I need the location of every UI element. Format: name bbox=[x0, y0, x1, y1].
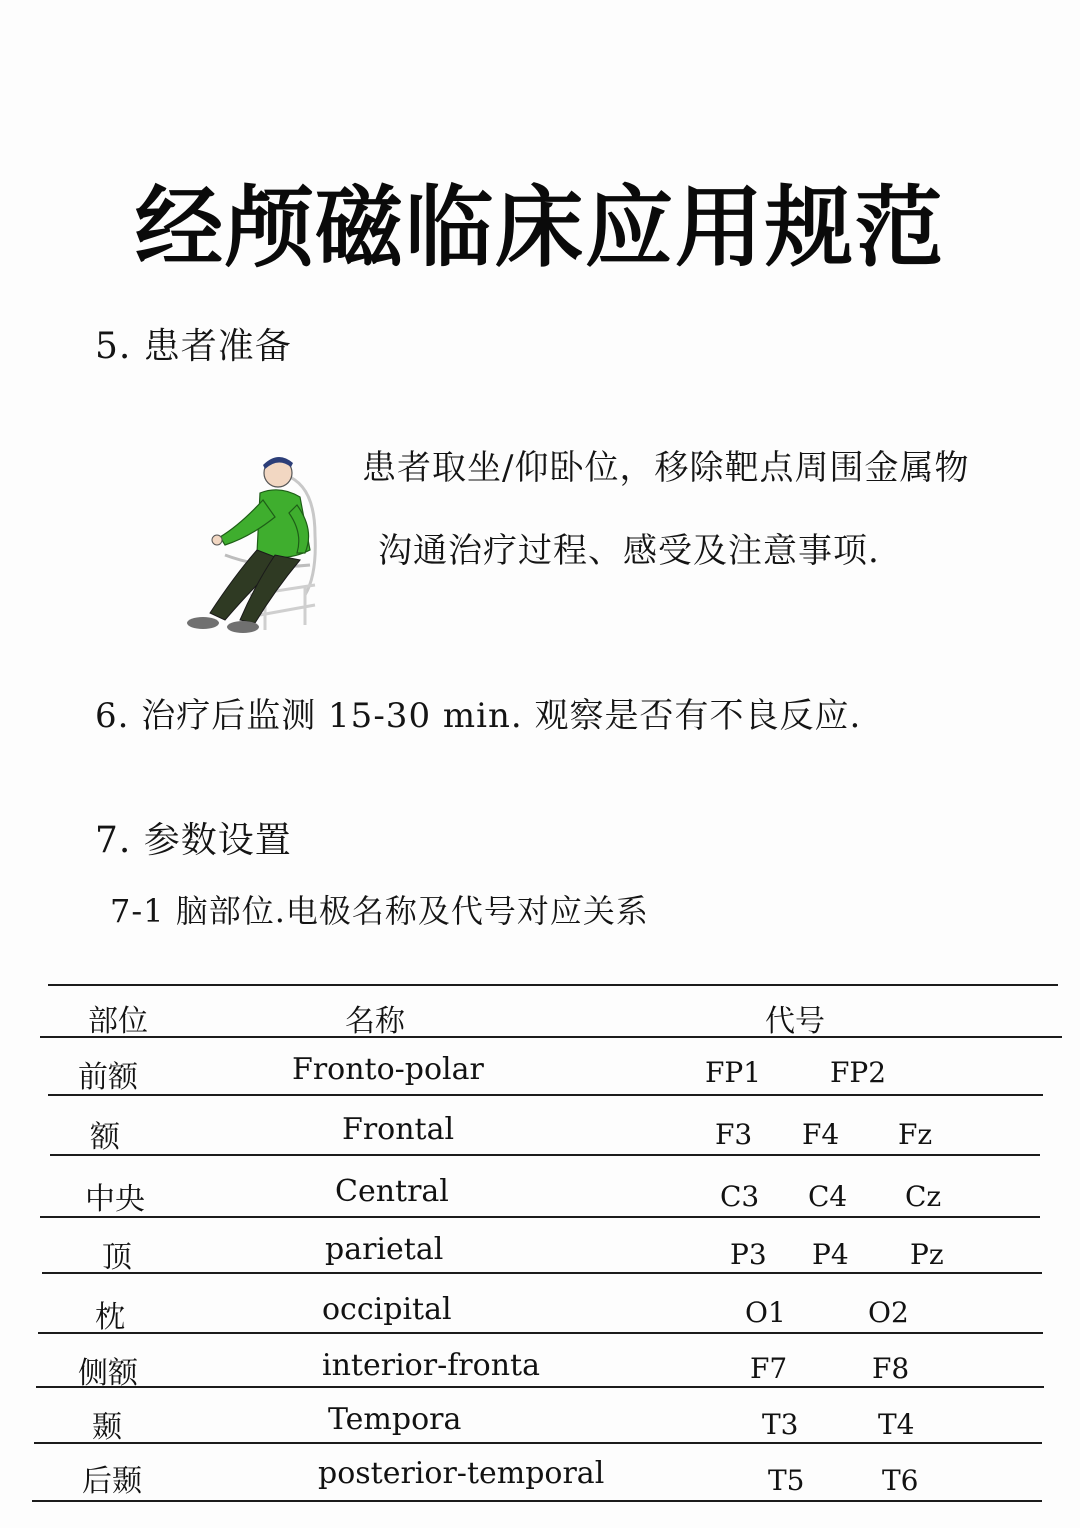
patient-prep-line-2: 沟通治疗过程、感受及注意事项. bbox=[378, 531, 880, 571]
row-code: C3 bbox=[720, 1180, 760, 1213]
row-name: Frontal bbox=[342, 1112, 455, 1147]
row-code: Pz bbox=[910, 1238, 944, 1271]
table-rule bbox=[32, 1500, 1042, 1502]
row-region: 后颞 bbox=[82, 1464, 142, 1499]
row-name: Tempora bbox=[328, 1402, 462, 1437]
page-title: 经颅磁临床应用规范 bbox=[134, 176, 945, 279]
header-region: 部位 bbox=[88, 1004, 148, 1039]
row-code: FP1 bbox=[705, 1056, 762, 1089]
row-region: 中央 bbox=[85, 1182, 145, 1217]
section-7-1-heading: 7-1 脑部位.电极名称及代号对应关系 bbox=[110, 892, 649, 930]
row-code: T3 bbox=[762, 1408, 799, 1441]
section-6-text: 6. 治疗后监测 15-30 min. 观察是否有不良反应. bbox=[95, 696, 862, 736]
patient-prep-line-1: 患者取坐/仰卧位，移除靶点周围金属物 bbox=[362, 448, 970, 488]
header-code: 代号 bbox=[765, 1004, 825, 1039]
table-rule bbox=[40, 1216, 1040, 1218]
row-code: F3 bbox=[715, 1118, 753, 1151]
table-rule bbox=[34, 1442, 1042, 1444]
row-region: 前额 bbox=[78, 1060, 138, 1095]
row-code: F4 bbox=[802, 1118, 840, 1151]
row-region: 顶 bbox=[102, 1240, 132, 1275]
table-rule bbox=[48, 1094, 1043, 1096]
electrode-table bbox=[30, 984, 1070, 1504]
row-name: posterior-temporal bbox=[318, 1456, 605, 1491]
row-region: 侧额 bbox=[78, 1356, 138, 1391]
table-rule bbox=[36, 1386, 1044, 1388]
section-7-heading: 7. 参数设置 bbox=[95, 820, 292, 861]
row-name: occipital bbox=[322, 1292, 452, 1327]
row-code: O1 bbox=[745, 1296, 786, 1329]
row-region: 额 bbox=[90, 1120, 120, 1155]
section-5-heading: 5. 患者准备 bbox=[95, 326, 292, 367]
row-name: interior-fronta bbox=[322, 1348, 540, 1383]
row-name: parietal bbox=[325, 1232, 444, 1267]
row-name: Central bbox=[335, 1174, 449, 1209]
row-code: P3 bbox=[730, 1238, 767, 1271]
table-rule bbox=[48, 984, 1058, 986]
row-region: 枕 bbox=[95, 1300, 125, 1335]
row-code: T4 bbox=[878, 1408, 915, 1441]
row-code: F8 bbox=[872, 1352, 910, 1385]
row-code: T6 bbox=[882, 1464, 919, 1497]
row-code: Fz bbox=[898, 1118, 933, 1151]
table-rule bbox=[42, 1272, 1042, 1274]
row-code: FP2 bbox=[830, 1056, 887, 1089]
row-code: F7 bbox=[750, 1352, 788, 1385]
row-region: 颞 bbox=[92, 1410, 122, 1445]
table-rule bbox=[50, 1154, 1040, 1156]
table-rule bbox=[38, 1332, 1043, 1334]
row-code: Cz bbox=[905, 1180, 942, 1213]
seated-patient-illustration bbox=[165, 445, 340, 640]
row-code: O2 bbox=[868, 1296, 909, 1329]
row-name: Fronto-polar bbox=[292, 1052, 484, 1087]
row-code: C4 bbox=[808, 1180, 848, 1213]
header-name: 名称 bbox=[345, 1004, 405, 1039]
row-code: T5 bbox=[768, 1464, 805, 1497]
row-code: P4 bbox=[812, 1238, 849, 1271]
table-rule bbox=[40, 1036, 1062, 1038]
